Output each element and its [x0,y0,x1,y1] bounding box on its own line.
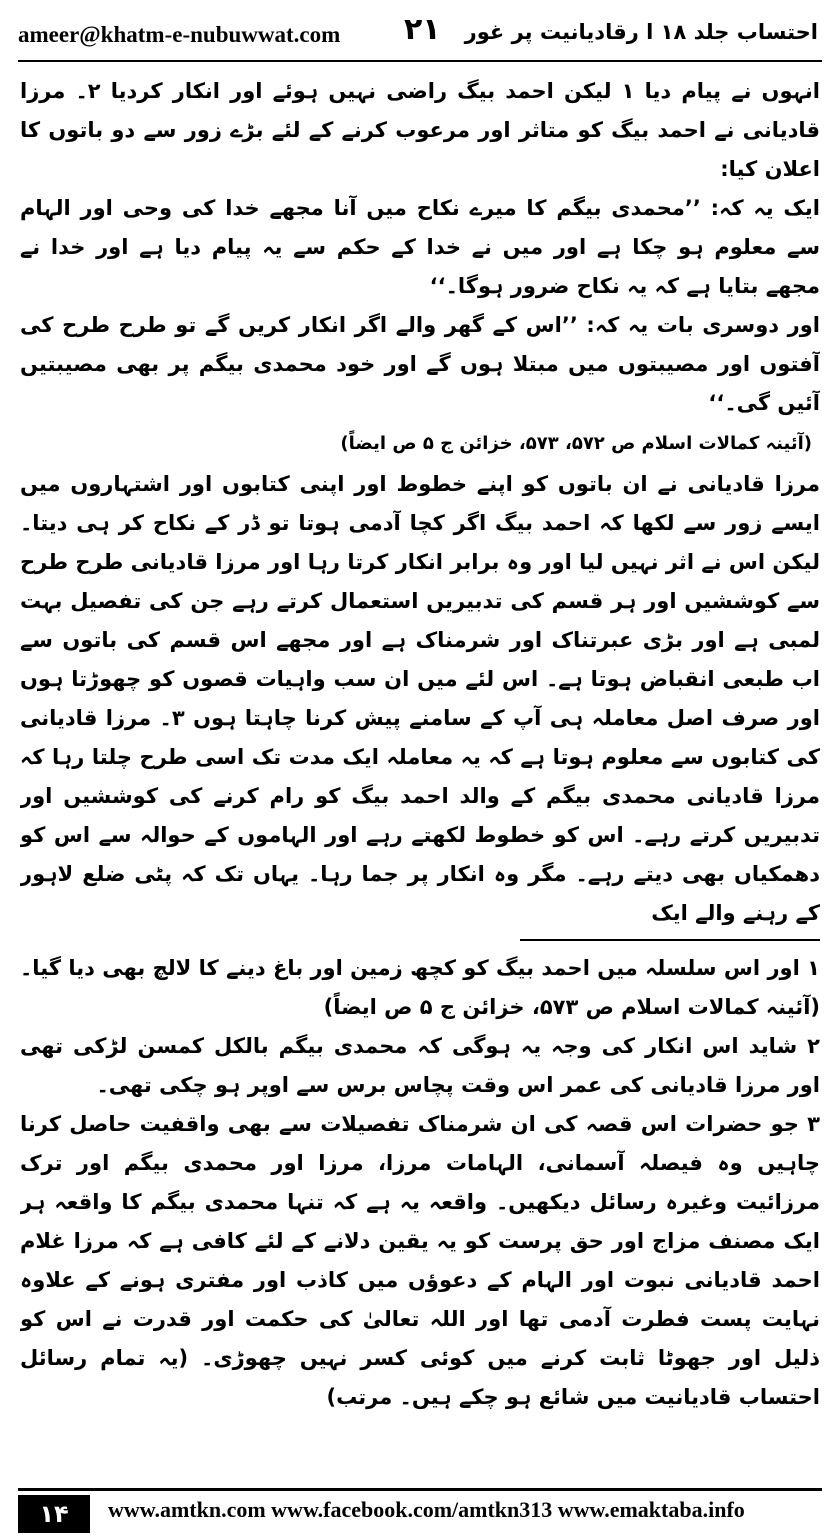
footer-links: www.amtkn.com www.facebook.com/amtkn313 www.emaktaba.info [108,1497,745,1522]
header-email: ameer@khatm-e-nubuwwat.com [18,22,341,47]
page-header [0,0,840,70]
body-paragraph-2: ایک یہ کہ: ’’محمدی بیگم کا میرے نکاح میں آنا مجھے خدا کی وحی اور الہام سے معلوم ہو چکا ہے اور میں نے خدا کے حکم سے یہ پیام دیا ہے اور خدا نے مجھے بتایا ہے کہ یہ نکاح ضرور ہوگا۔‘‘ [20,196,820,298]
reference-citation: (آئینہ کمالات اسلام ص ۵۷۲، ۵۷۳، خزائن ج ۵ ص ایضاً) [340,433,812,454]
footnote-1: ۱ اور اس سلسلہ میں احمد بیگ کو کچھ زمین اور باغ دینے کا لالچ بھی دیا گیا۔ (آئینہ کمالات اسلام ص ۵۷۳، خزائن ج ۵ ص ایضاً) [20,956,820,1019]
header-title: احتساب جلد ۱۸ ا رقادیانیت پر غور [464,20,818,44]
body-paragraph-3: اور دوسری بات یہ کہ: ’’اس کے گھر والے اگر انکار کریں گے تو طرح طرح کی آفتوں اور مصیبتوں میں مبتلا ہوں گے اور خود محمدی بیگم پر بھی مصیبتیں آئیں گی۔‘‘ [20,313,820,415]
footer-page-number: ۱۴ [18,1495,90,1533]
footnote-divider [520,939,820,941]
header-rule [18,60,822,62]
footnote-3: ۳ جو حضرات اس قصہ کی ان شرمناک تفصیلات سے بھی واقفیت حاصل کرنا چاہیں وہ فیصلہ آسمانی، الہامات مرزا، مرزا اور محمدی بیگم اور ترک مرزائیت وغیرہ رسائل دیکھیں۔ واقعہ یہ ہے کہ تنہا محمدی بیگم کا واقعہ ہر ایک مصنف مزاج اور حق پرست کو یہ یقین دلانے کے لئے کافی ہے کہ مرزا غلام احمد قادیانی نبوت اور الہام کے دعوؤں میں کاذب اور مفتری ہونے کے علاوہ نہایت پست فطرت آدمی تھا اور اللہ تعالیٰ کی حکمت اور قدرت نے اس کو ذلیل اور جھوٹا ثابت کرنے میں کوئی کسر نہیں چھوڑی۔ (یہ تمام رسائل احتساب قادیانیت میں شائع ہو چکے ہیں۔ مرتب) [20,1112,820,1409]
header-page-number: ۲۱ [404,12,441,47]
page-body [20,72,820,1477]
main-paragraph: مرزا قادیانی نے ان باتوں کو اپنے خطوط اور اپنی کتابوں اور اشتہاروں میں ایسے زور سے لکھا کہ احمد بیگ اگر کچا آدمی ہوتا تو ڈر کے نکاح کر ہی دیتا۔ لیکن اس نے اثر نہیں لیا اور وہ برابر انکار کرتا رہا اور مرزا قادیانی طرح طرح سے کوششیں اور ہر قسم کی تدبیریں استعمال کرتے رہے جن کی تفصیل بہت لمبی ہے اور بڑی عبرتناک اور شرمناک ہے اور مجھے اس قسم کی باتوں سے اب طبعی انقباض ہوتا ہے۔ اس لئے میں ان سب واہیات قصوں کو چھوڑتا ہوں اور صرف اصل معاملہ ہی آپ کے سامنے پیش کرنا چاہتا ہوں ۳۔ مرزا قادیانی کی کتابوں سے معلوم ہوتا ہے کہ یہ معاملہ ایک مدت تک اسی طرح چلتا رہا کہ مرزا قادیانی محمدی بیگم کے والد احمد بیگ کو رام کرنے کی کوششیں اور تدبیریں کرتے رہے۔ اس کو خطوط لکھتے رہے اور الہاموں کے حوالہ سے اس کو دھمکیاں بھی دیتے رہے۔ مگر وہ انکار پر جما رہا۔ یہاں تک کہ پٹی ضلع لاہور کے رہنے والے ایک [20,472,820,925]
body-paragraph-1: انہوں نے پیام دیا ۱ لیکن احمد بیگ راضی نہیں ہوئے اور انکار کردیا ۲۔ مرزا قادیانی نے احمد بیگ کو متاثر اور مرعوب کرنے کے لئے بڑے زور سے دو باتوں کا اعلان کیا: [20,79,820,181]
page-footer [18,1488,822,1537]
footnote-2: ۲ شاید اس انکار کی وجہ یہ ہوگی کہ محمدی بیگم بالکل کمسن لڑکی تھی اور مرزا قادیانی کی عمر اس وقت پچاس برس سے اوپر ہو چکی تھی۔ [20,1034,820,1097]
